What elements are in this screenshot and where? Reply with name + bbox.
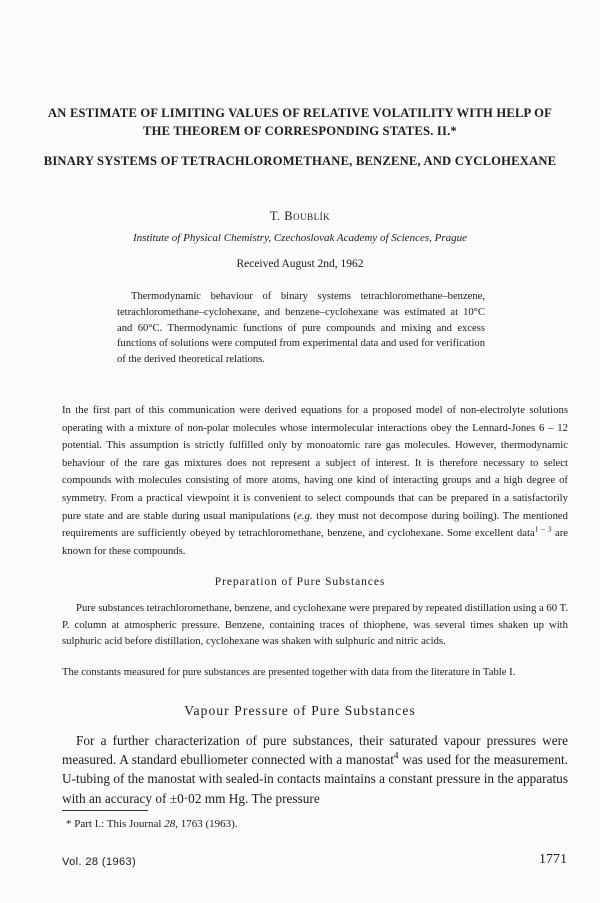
vapour-text-2: was used for the measurement. U-tubing of the manostat with sealed-in contacts maintains a constant pressure in the apparatus with an accuracy of ±0·02 mm Hg. The pressure — [62, 752, 568, 806]
paper-subtitle: BINARY SYSTEMS OF TETRACHLOROMETHANE, BENZENE, AND CYCLOHEXANE — [43, 154, 557, 168]
footnote — [66, 818, 238, 830]
page-number: 1771 — [539, 852, 567, 867]
intro-text-3: are known for these compounds. — [62, 527, 569, 557]
footnote-prefix: * Part I.: This Journal — [66, 818, 165, 830]
author-affiliation: Institute of Physical Chemistry, Czechoslovak Academy of Sciences, Prague — [133, 232, 467, 244]
intro-text-1: In the first part of this communication were derived equations for a proposed model of non-electrolyte solutions operating with a mixture of non-polar molecules whose intermolecular interactions obey the Lennard-Jones 6 – 12 potential. This assumption is strictly fulfilled only by monoatomic rare gas molecules. However, thermodynamic behaviour of the rare gas mixtures does not represent a subject of interest. It is therefore necessary to select compounds with molecules consisting of more atoms, having one kind of interacting groups and a high degree of symmetry. From a practical viewpoint it is convenient to select compounds that can be prepared in a satisfactorily pure state and are stable during usual manipulations ( — [62, 404, 568, 522]
footnote-divider — [62, 810, 148, 811]
vapour-reference: 4 — [393, 751, 399, 762]
intro-text-2: they must not decompose during boiling). The mentioned requirements are sufficiently obeyed by tetrachloromethane, benzene, and cyclohexane. Some excellent data — [62, 509, 568, 540]
author-name: T. Boublík — [269, 209, 331, 223]
abstract: Thermodynamic behaviour of binary systems tetrachloromethane–benzene, tetrachloromethane–cyclohexane, and benzene–cyclohexane was estimated at 10°C and 60°C. Thermodynamic functions of pure compounds and mixing and excess functions of solutions were computed from experimental data and used for verification of the derived theoretical relations. — [117, 291, 485, 366]
preparation-paragraph-1: Pure substances tetrachloromethane, benzene, and cyclohexane were prepared by repeated distillation using a 60 T. P. column at atmospheric pressure. Benzene, containing traces of thiophene, was several times shaken up with sulphuric acid before distillation, cyclohexane was shaken with sulphuric and nitric acids. — [62, 602, 568, 648]
received-date: Received August 2nd, 1962 — [236, 258, 364, 270]
section-heading-vapour-pressure: Vapour Pressure of Pure Substances — [184, 703, 416, 718]
vapour-text-1: For a further characterization of pure substances, their saturated vapour pressures were measured. A standard ebulliometer connected with a manostat — [62, 733, 568, 768]
intro-reference: 1 – 3 — [534, 524, 552, 534]
footnote-volume: 28 — [164, 818, 176, 830]
footnote-suffix: , 1763 (1963). — [175, 818, 238, 830]
preparation-paragraph-2: The constants measured for pure substances are presented together with data from the literature in Table I. — [62, 666, 516, 678]
introduction-paragraph — [62, 402, 568, 560]
paper-title: AN ESTIMATE OF LIMITING VALUES OF RELATIVE VOLATILITY WITH HELP OF THE THEOREM OF CORRESPONDING STATES. II.* — [48, 106, 552, 138]
section-heading-preparation: Preparation of Pure Substances — [214, 576, 386, 588]
vapour-paragraph — [62, 731, 568, 808]
intro-eg: e.g. — [297, 509, 313, 522]
journal-volume: Vol. 28 (1963) — [62, 856, 137, 868]
